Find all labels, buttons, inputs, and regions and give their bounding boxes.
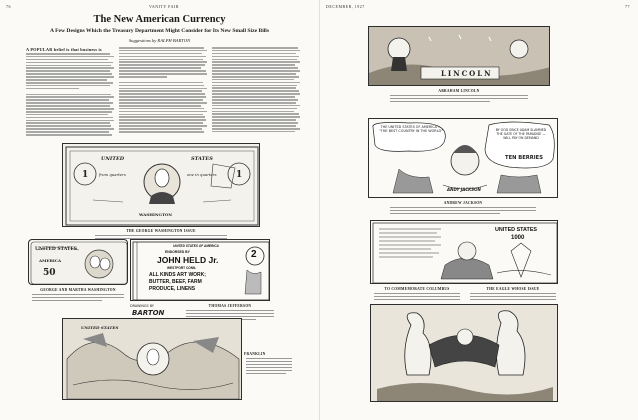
- franklin-caption: FRANKLIN: [244, 352, 266, 356]
- jefferson-line5: BUTTER, BEEF, FARM: [149, 279, 202, 285]
- article-byline: Suggestions by RALPH BARTON: [128, 38, 191, 43]
- bill-num-left: 1: [82, 170, 89, 180]
- jefferson-line6: PRODUCE, LINENS: [149, 286, 196, 292]
- jackson-amount: TEN BERRIES: [505, 155, 543, 161]
- gm-bill-num: 50: [43, 268, 56, 278]
- jefferson-ticket-illustration: [130, 239, 270, 301]
- columbus-bill-num: 1000: [511, 235, 525, 241]
- bill-name-banner: WASHINGTON: [139, 212, 173, 217]
- bill-label-left: UNITED: [101, 156, 125, 162]
- franklin-bill-text: UNITED STATES: [81, 325, 119, 330]
- eagle-caption: THE EAGLE WHOSE ISSUE: [486, 287, 540, 291]
- article-title: The New American Currency: [93, 14, 226, 25]
- left-page-number: 76: [6, 4, 11, 9]
- washington-bill-illustration: [62, 143, 260, 227]
- jefferson-num: 2: [251, 249, 257, 260]
- right-page: [319, 0, 638, 420]
- jackson-caption: ANDREW JACKSON: [443, 201, 483, 205]
- artist-signature: BARTON: [132, 309, 165, 317]
- jackson-signature: ANDY JACKSON: [447, 187, 481, 192]
- jefferson-line1: ENDORSED BY: [165, 250, 190, 254]
- jefferson-line3: WESTPORT CONN.: [167, 266, 197, 270]
- jackson-bubble-left: THE UNITED STATES OF AMERICA — "THE BEST COUNTRY IN THE WORLD": [379, 125, 443, 134]
- lincoln-bill-illustration: [368, 26, 550, 86]
- body-column-2: [119, 47, 207, 139]
- jackson-bubble-right: BY GOD SINCE ADAM SLAMMED THE GATE OF THE PARADISE — WILL PAY ON DEMAND: [495, 128, 547, 140]
- columbus-bill-illustration: [370, 220, 558, 284]
- gm-bill-mid: AMERICA: [39, 258, 62, 263]
- columbus-bill-top: UNITED STATES: [495, 227, 538, 233]
- bill-num-right: 1: [236, 170, 243, 180]
- body-column-1: [26, 47, 114, 139]
- eagle-bill-illustration: [370, 304, 558, 402]
- bill-label-right: STATES: [191, 156, 213, 162]
- jefferson-caption: THOMAS JEFFERSON: [208, 304, 252, 308]
- franklin-bill-drawing: [63, 319, 242, 400]
- eagle-bill-drawing: [371, 305, 558, 402]
- george-martha-bill-illustration: [28, 239, 128, 285]
- right-page-number: 77: [625, 4, 630, 9]
- jefferson-line2: JOHN HELD Jr.: [157, 255, 219, 265]
- right-page-magazine: DECEMBER, 1927: [326, 4, 365, 9]
- columbus-caption: TO COMMEMORATE COLUMBUS: [384, 287, 450, 291]
- column-lead-text: A POPULAR belief is that business is: [26, 47, 102, 52]
- bill-phrase-left: from quarters: [99, 172, 126, 177]
- article-subtitle: A Few Designs Which the Treasury Department Might Consider for Its New Small Size Bills: [49, 28, 270, 34]
- jefferson-head: UNITED STATES OF AMERICA: [173, 244, 219, 248]
- body-column-3: [212, 47, 300, 139]
- franklin-bill-illustration: [62, 318, 242, 400]
- washington-caption: THE GEORGE WASHINGTON ISSUE: [126, 229, 196, 233]
- gm-bill-top: UNITED STATES: [35, 247, 78, 252]
- left-page-magazine: VANITY FAIR: [149, 4, 179, 9]
- lincoln-caption: ABRAHAM LINCOLN: [438, 89, 480, 93]
- george-martha-caption: GEORGE AND MARTHA WASHINGTON: [40, 288, 116, 292]
- drawings-by-label: DRAWINGS BY: [130, 304, 154, 308]
- jefferson-line4: ALL KINDS ART WORK;: [149, 272, 206, 278]
- bill-phrase-right: one in quarters: [187, 172, 217, 177]
- jackson-bill-illustration: [368, 118, 558, 198]
- lincoln-banner: LINCOLN: [441, 69, 493, 78]
